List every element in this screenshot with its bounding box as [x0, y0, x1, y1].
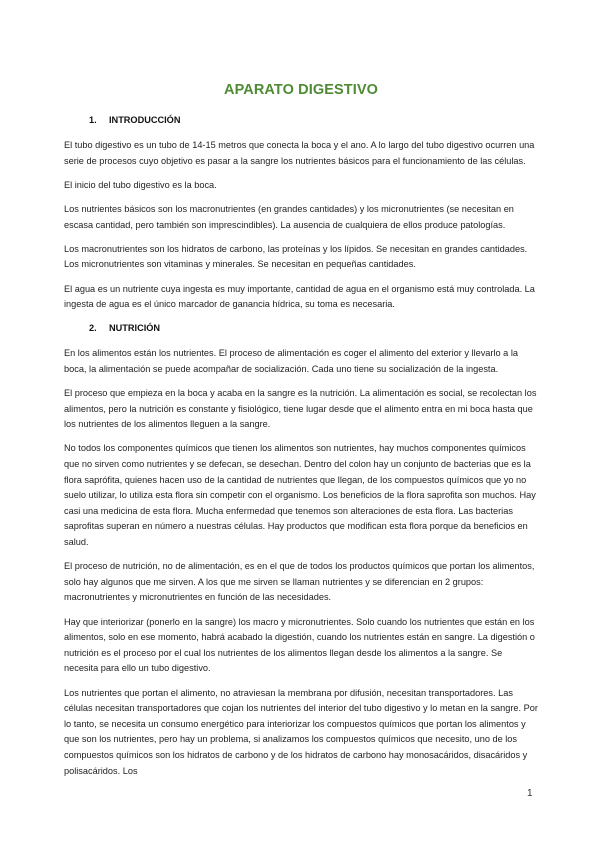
section-number: 1.	[89, 115, 97, 125]
section-number: 2.	[89, 323, 97, 334]
paragraph: El inicio del tubo digestivo es la boca.	[64, 179, 217, 190]
section-heading-nutricion	[64, 321, 538, 335]
paragraph: El agua es un nutriente cuya ingesta es muy importante, cantidad de agua en el organismo está muy controlada. La ingesta de agua es el único marcador de ganancia hídrica, su toma es necesaria.	[64, 283, 535, 310]
section-title: INTRODUCCIÓN	[109, 115, 181, 125]
paragraph: Los nutrientes básicos son los macronutrientes (en grandes cantidades) y los micronutrientes (se necesitan en escasa cantidad, pero también son imprescindibles). La ausencia de cualquiera de ellos produce patologías.	[64, 203, 514, 230]
paragraph: En los alimentos están los nutrientes. El proceso de alimentación es coger el alimento del exterior y llevarlo a la boca, la alimentación se puede acompañar de socialización. Cada uno tiene su socialización de la ingesta.	[64, 348, 518, 374]
section-heading-introduccion	[64, 113, 538, 127]
paragraph: Los nutrientes que portan el alimento, no atraviesan la membrana por difusión, necesitan transportadores. Las células necesitan transportadores que cojan los nutrientes del interior del tubo digestivo y lo metan en la sangre. Por lo tanto, se necesita un consumo energético para interiorizar los compuestos químicos que portan los alimentos y que son los nutrientes, pero hay un problema, si analizamos los compuestos químicos que necesito, uno de los compuestos químicos son los hidratos de carbono y de los hidratos de carbono hay monosacáridos, disacáridos y polisacáridos. Los	[64, 687, 538, 776]
paragraph: No todos los componentes químicos que tienen los alimentos son nutrientes, hay muchos componentes químicos que no sirven como nutrientes y se defecan, se desechan. Dentro del colon hay un conjunto de bacterias que es la flora saprófita, quienes hacen uso de la cantidad de nutrientes que llegan, de los compuestos químicos que yo no suelo utilizar, lo utiliza esta flora sin competir con el organismo. Los beneficios de la flora saprofita son muchos. Hay casi una medicina de esta flora. Mucha enfermedad que tenemos son alteraciones de esta flora. Las bacterias saprofitas superan en número a nuestras células. Hay productos que modifican esta flora porque da beneficios en salud.	[64, 443, 536, 548]
paragraph: El proceso de nutrición, no de alimentación, es en el que de todos los productos químicos que portan los alimentos, solo hay algunos que me sirven. A los que me sirven se llaman nutrientes y se diferencian en 2 grupos: macronutrientes y micronutrientes en función de las necesidades.	[64, 561, 535, 603]
document-title: APARATO DIGESTIVO	[224, 82, 378, 98]
section-title: NUTRICIÓN	[109, 323, 161, 334]
paragraph: El tubo digestivo es un tubo de 14-15 metros que conecta la boca y el ano. A lo largo del tubo digestivo ocurren una serie de procesos cuyo objetivo es pasar a la sangre los nutrientes básicos para el funcionamiento de las células.	[64, 140, 535, 166]
paragraph: Los macronutrientes son los hidratos de carbono, las proteínas y los lípidos. Se necesitan en grandes cantidades. Los micronutrientes son vitaminas y minerales. Se necesitan en pequeñas cantidades.	[64, 243, 528, 270]
page-number: 1	[527, 788, 533, 799]
paragraph: El proceso que empieza en la boca y acaba en la sangre es la nutrición. La alimentación es social, se recolectan los alimentos, pero la nutrición es constante y fisiológico, tiene lugar desde que el alimento entra en mi boca hasta que los nutrientes de los alimentos lleguen a la sangre.	[64, 388, 537, 430]
paragraph: Hay que interiorizar (ponerlo en la sangre) los macro y micronutrientes. Solo cuando los nutrientes que están en los alimentos, solo en ese momento, habrá acabado la digestión, cuando los nutrientes están en sangre. La digestión o nutrición es el proceso por el cual los nutrientes de los alimentos llegan desde los alimentos a la sangre. Se necesita para ello un tubo digestivo.	[64, 616, 535, 674]
page-content	[64, 80, 538, 788]
